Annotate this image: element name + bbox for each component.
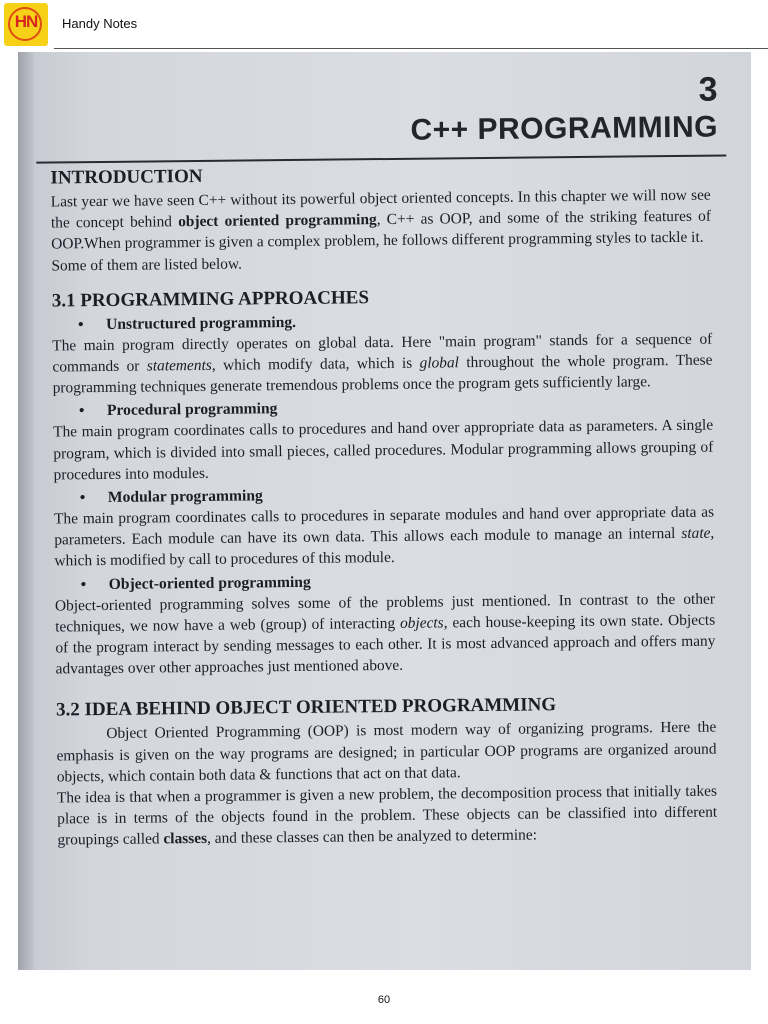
- bullet-object-oriented: • Object-oriented programming: [80, 573, 311, 593]
- bullet-procedural: • Procedural programming: [78, 400, 278, 420]
- introduction-heading: INTRODUCTION: [50, 165, 203, 189]
- binding-edge: [18, 52, 34, 970]
- app-title: Handy Notes: [62, 16, 138, 31]
- paragraph-object-oriented: Object-oriented programming solves some of the problems just mentioned. In contrast to the other techniques, we now have a web (group) of interacting objects, each house-keeping its own state. Objects of the program interact by sending messages to each other. It is most advanced approach and offers many advantages over other approaches just mentioned above.: [54, 590, 716, 678]
- section-heading-3-2: 3.2 IDEA BEHIND OBJECT ORIENTED PROGRAMMING: [55, 694, 557, 721]
- chapter-title: C++ PROGRAMMING: [410, 110, 719, 147]
- bullet-modular: • Modular programming: [79, 487, 263, 507]
- header-divider: [54, 48, 768, 49]
- handy-notes-logo: [4, 3, 48, 46]
- page-content: [49, 52, 729, 970]
- logo-text: HN: [14, 12, 38, 31]
- intro-paragraph: Last year we have seen C++ without its powerful object oriented concepts. In this chapter we will now see the concept behind object oriented programming, C++ as OOP, and some of the striking features of OOP.When programmer is given a complex problem, he follows different programming styles to tackle it.: [50, 186, 712, 253]
- page-number: 60: [377, 994, 391, 1006]
- chapter-number: 3: [698, 70, 718, 109]
- body-text: [50, 159, 717, 852]
- paragraph-procedural: The main program coordinates calls to procedures and hand over appropriate data as parameters. A single program, which is divided into small pieces, called procedures. Modular programming allows grouping of procedures into modules.: [53, 417, 714, 484]
- paragraph-decomposition: The idea is that when a programmer is given a new problem, the decomposition process that initially takes place is in terms of the objects found in the problem. These objects can be classified into different groupings called classes, and these classes can then be analyzed to determine:: [56, 782, 718, 849]
- paragraph-modular: The main program coordinates calls to procedures in separate modules and hand over appropriate data as parameters. Each module can have its own data. This allows each module to manage an internal state, which is modified by call to procedures of this module.: [53, 503, 715, 570]
- paragraph-oop-idea: Object Oriented Programming (OOP) is most modern way of organizing programs. Here the emphasis is given on the way programs are designed; in particular OOP programs are organized around objects, which contain both data & functions that act on that data.: [56, 719, 717, 786]
- scanned-page: [18, 52, 751, 970]
- paragraph-unstructured: The main program directly operates on global data. Here "main program" stands for a sequence of commands or statements, which modify data, which is global throughout the whole program. These programming techniques generate tremendous problems once the program gets sufficiently large.: [52, 330, 713, 397]
- header-bar: [0, 0, 768, 50]
- section-heading-3-1: 3.1 PROGRAMMING APPROACHES: [51, 287, 370, 312]
- intro-paragraph-2: Some of them are listed below.: [51, 255, 242, 275]
- bullet-unstructured: • Unstructured programming.: [77, 313, 297, 334]
